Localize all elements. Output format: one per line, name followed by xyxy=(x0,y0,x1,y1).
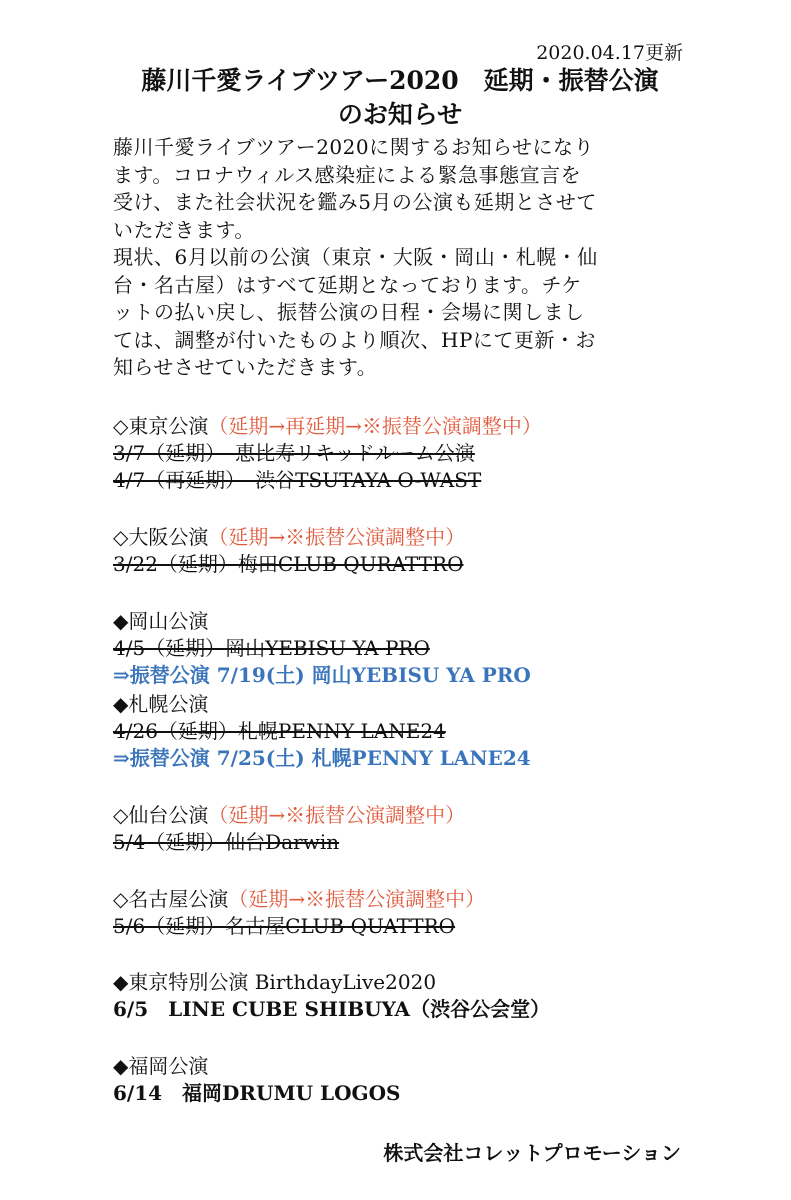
section-heading-row xyxy=(113,886,485,913)
section-sapporo xyxy=(113,691,531,772)
intro-line: 台・名古屋）はすべて延期となっております。チケ xyxy=(113,272,582,297)
status-label: （延期→※振替公演調整中） xyxy=(208,803,466,827)
section-heading: ◇東京公演 xyxy=(113,414,209,438)
intro-line: 知らせさせていただきます。 xyxy=(113,355,378,379)
cancelled-show: 5/4（延期）仙台Darwin xyxy=(113,830,340,854)
intro-line: 現状、6月以前の公演（東京・大阪・岡山・札幌・仙 xyxy=(113,245,598,269)
cancelled-show: 3/22（延期）梅田CLUB QURATTRO xyxy=(113,552,464,576)
section-sendai xyxy=(113,802,465,856)
section-heading-row xyxy=(113,524,465,551)
section-heading: ◆東京特別公演 BirthdayLive2020 xyxy=(113,970,437,994)
replacement-show: ⇒振替公演 7/19(土) 岡山YEBISU YA PRO xyxy=(113,663,531,687)
intro-line: いただきます。 xyxy=(113,217,255,242)
section-heading-row xyxy=(113,802,465,829)
company-name: 株式会社コレットプロモーション xyxy=(383,1141,681,1165)
intro-line: ます。コロナウィルス感染症による緊急事態宣言を xyxy=(113,162,582,187)
intro-line: 藤川千愛ライブツアー2020に関するお知らせになり xyxy=(113,135,594,159)
section-heading: ◇名古屋公演 xyxy=(113,887,229,911)
section-fukuoka xyxy=(113,1053,400,1107)
section-tokyo-special xyxy=(113,969,550,1023)
show-detail: 6/5 LINE CUBE SHIBUYA（渋谷公会堂） xyxy=(113,997,551,1021)
section-tokyo xyxy=(113,413,542,494)
cancelled-show: 4/26（延期）札幌PENNY LANE24 xyxy=(113,719,446,743)
section-okayama xyxy=(113,608,531,689)
intro-line: ットの払い戻し、振替公演の日程・会場に関しまし xyxy=(113,300,585,324)
page-title xyxy=(100,64,700,132)
section-heading: ◇仙台公演 xyxy=(113,803,209,827)
section-heading: ◆岡山公演 xyxy=(113,609,209,633)
intro-text xyxy=(113,134,713,382)
section-nagoya xyxy=(113,886,485,940)
status-label: （延期→再延期→※振替公演調整中） xyxy=(208,414,542,438)
intro-line: 受け、また社会状況を鑑み5月の公演も延期とさせて xyxy=(113,190,597,214)
section-heading: ◆札幌公演 xyxy=(113,692,209,716)
status-label: （延期→※振替公演調整中） xyxy=(228,887,486,911)
cancelled-show: 4/7（再延期） 渋谷TSUTAYA O-WAST xyxy=(113,468,482,492)
intro-line: ては、調整が付いたものより順次、HPにて更新・お xyxy=(113,327,596,352)
status-label: （延期→※振替公演調整中） xyxy=(208,525,466,549)
show-detail: 6/14 福岡DRUMU LOGOS xyxy=(113,1081,401,1105)
section-heading-row xyxy=(113,413,542,440)
title-line-1: 藤川千愛ライブツアー2020 延期・振替公演 xyxy=(141,66,659,95)
section-heading: ◇大阪公演 xyxy=(113,525,209,549)
cancelled-show: 3/7（延期） 恵比寿リキッドルーム公演 xyxy=(113,441,475,465)
section-heading: ◆福岡公演 xyxy=(113,1054,209,1078)
updated-date: 2020.04.17更新 xyxy=(536,42,683,64)
replacement-show: ⇒振替公演 7/25(土) 札幌PENNY LANE24 xyxy=(113,746,531,770)
cancelled-show: 5/6（延期）名古屋CLUB QUATTRO xyxy=(113,914,456,938)
cancelled-show: 4/5（延期）岡山YEBISU YA PRO xyxy=(113,636,430,660)
title-line-2: のお知らせ xyxy=(337,100,463,129)
section-osaka xyxy=(113,524,465,578)
